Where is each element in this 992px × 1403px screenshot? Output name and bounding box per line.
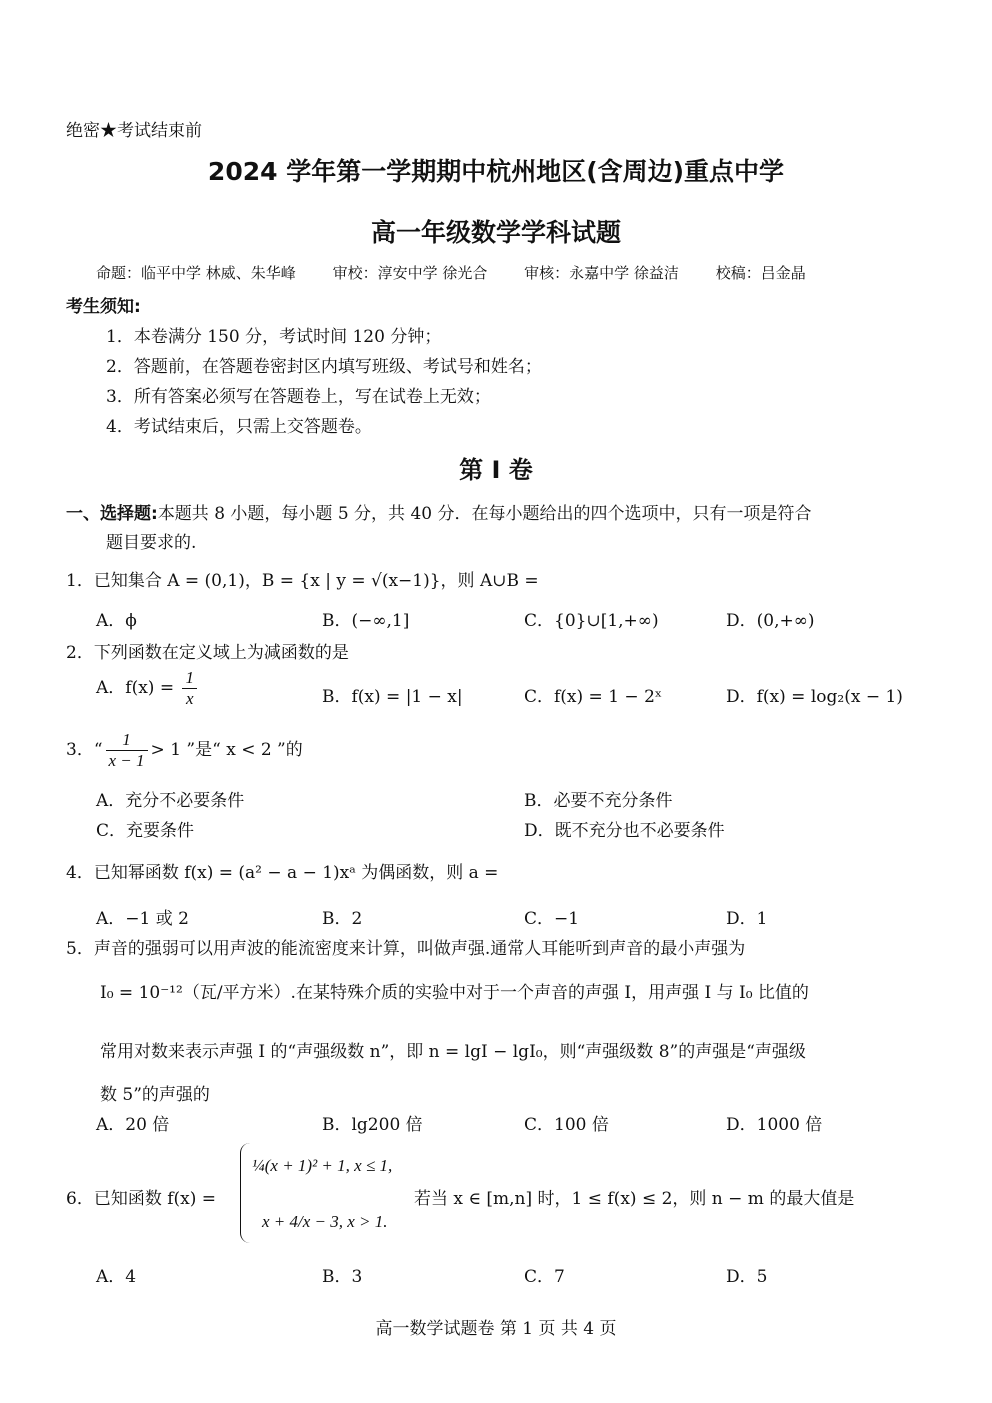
q3-option-c: C．充要条件 — [96, 821, 195, 841]
q1-option-d: D．(0,+∞) — [726, 611, 815, 631]
q2-option-a-label: A．f(x) = — [96, 678, 180, 698]
fraction-numerator: 1 — [182, 668, 197, 689]
confidential-label: 绝密★考试结束前 — [66, 121, 202, 141]
q6-case-2: x + 4/x − 3, x > 1. — [262, 1212, 388, 1231]
question-6-suffix: 若当 x ∈ [m,n] 时，1 ≤ f(x) ≤ 2，则 n − m 的最大值是 — [414, 1189, 855, 1209]
credit-reviewer: 审校：淳安中学 徐光合 — [332, 264, 488, 282]
credit-proofreader: 校稿：吕金晶 — [715, 264, 806, 282]
q6-option-b: B．3 — [322, 1267, 363, 1287]
q5-option-b: B．lg200 倍 — [322, 1115, 423, 1135]
q4-option-d: D．1 — [726, 909, 768, 929]
question-5-line-4: 数 5”的声强的 — [100, 1085, 210, 1105]
q5-option-d: D．1000 倍 — [726, 1115, 823, 1135]
notice-item: 3．所有答案必须写在答题卷上，写在试卷上无效； — [106, 387, 491, 407]
section-text: 本题共 8 小题，每小题 5 分，共 40 分．在每小题给出的四个选项中，只有一项是符合 — [157, 504, 812, 524]
q2-option-a-fraction — [182, 668, 197, 709]
q6-case-1: ¼(x + 1)² + 1, x ≤ 1, — [252, 1156, 393, 1175]
fraction-denominator: x — [185, 689, 194, 708]
notice-item: 4．考试结束后，只需上交答题卷。 — [106, 417, 372, 437]
q5-option-c: C．100 倍 — [524, 1115, 609, 1135]
piecewise-brace — [240, 1143, 251, 1243]
question-5-line-2: I₀ = 10⁻¹²（瓦/平方米）.在某特殊介质的实验中对于一个声音的声强 I，用声强 I 与 I₀ 比值的 — [100, 983, 809, 1003]
question-5-line-1: 5．声音的强弱可以用声波的能流密度来计算，叫做声强.通常人耳能听到声音的最小声强为 — [66, 939, 746, 959]
exam-subtitle: 高一年级数学学科试题 — [370, 218, 621, 247]
page-footer: 高一数学试题卷 第 1 页 共 4 页 — [375, 1319, 617, 1339]
q4-option-a: A．−1 或 2 — [96, 909, 189, 929]
q6-option-c: C．7 — [524, 1267, 565, 1287]
notice-item: 2．答题前，在答题卷密封区内填写班级、考试号和姓名； — [106, 357, 542, 377]
question-6-prefix: 6．已知函数 f(x) = — [66, 1189, 217, 1209]
credits-line — [96, 262, 838, 283]
q2-option-d: D．f(x) = log₂(x − 1) — [726, 687, 903, 707]
notice-title: 考生须知: — [66, 297, 141, 317]
volume-heading: 第 I 卷 — [459, 456, 533, 484]
q3-option-d: D．既不充分也不必要条件 — [524, 821, 725, 841]
fraction-numerator: 1 — [106, 730, 148, 751]
question-1-stem: 1．已知集合 A = (0,1)，B = {x | y = √(x−1)}，则 A∪B = — [66, 571, 539, 591]
q4-option-b: B．2 — [322, 909, 363, 929]
credit-auditor: 审核：永嘉中学 徐益洁 — [524, 264, 679, 282]
section-label: 一、选择题: — [66, 504, 158, 524]
q3-option-a: A．充分不必要条件 — [96, 791, 245, 811]
credit-author: 命题：临平中学 林威、朱华峰 — [96, 264, 296, 282]
q3-prefix: 3．“ — [66, 740, 103, 760]
notice-item: 1．本卷满分 150 分，考试时间 120 分钟； — [106, 327, 442, 347]
question-5-line-3: 常用对数来表示声强 I 的“声强级数 n”，即 n = lgI − lgI₀，则“声强级数 8”的声强是“声强级 — [100, 1042, 806, 1062]
q6-option-a: A．4 — [96, 1267, 137, 1287]
question-3-stem — [66, 730, 303, 771]
q2-option-c: C．f(x) = 1 − 2ˣ — [524, 687, 663, 707]
q3-fraction — [106, 730, 148, 771]
q4-option-c: C．−1 — [524, 909, 580, 929]
q3-option-b: B．必要不充分条件 — [524, 791, 673, 811]
q1-option-c: C．{0}∪[1,+∞) — [524, 611, 659, 631]
question-4-stem: 4．已知幂函数 f(x) = (a² − a − 1)xᵃ 为偶函数，则 a = — [66, 863, 499, 883]
q3-suffix: > 1 ”是“ x < 2 ”的 — [150, 740, 303, 760]
fraction-denominator: x − 1 — [108, 751, 145, 770]
section-heading — [66, 499, 812, 524]
q2-option-a — [96, 668, 200, 709]
q2-option-b: B．f(x) = |1 − x| — [322, 687, 463, 707]
exam-title: 2024 学年第一学期期中杭州地区(含周边)重点中学 — [207, 157, 785, 186]
q1-option-a: A．ϕ — [96, 611, 137, 631]
section-text-cont: 题目要求的. — [106, 533, 197, 553]
q5-option-a: A．20 倍 — [96, 1115, 170, 1135]
q6-option-d: D．5 — [726, 1267, 768, 1287]
q1-option-b: B．(−∞,1] — [322, 611, 410, 631]
question-2-stem: 2．下列函数在定义域上为减函数的是 — [66, 643, 349, 663]
